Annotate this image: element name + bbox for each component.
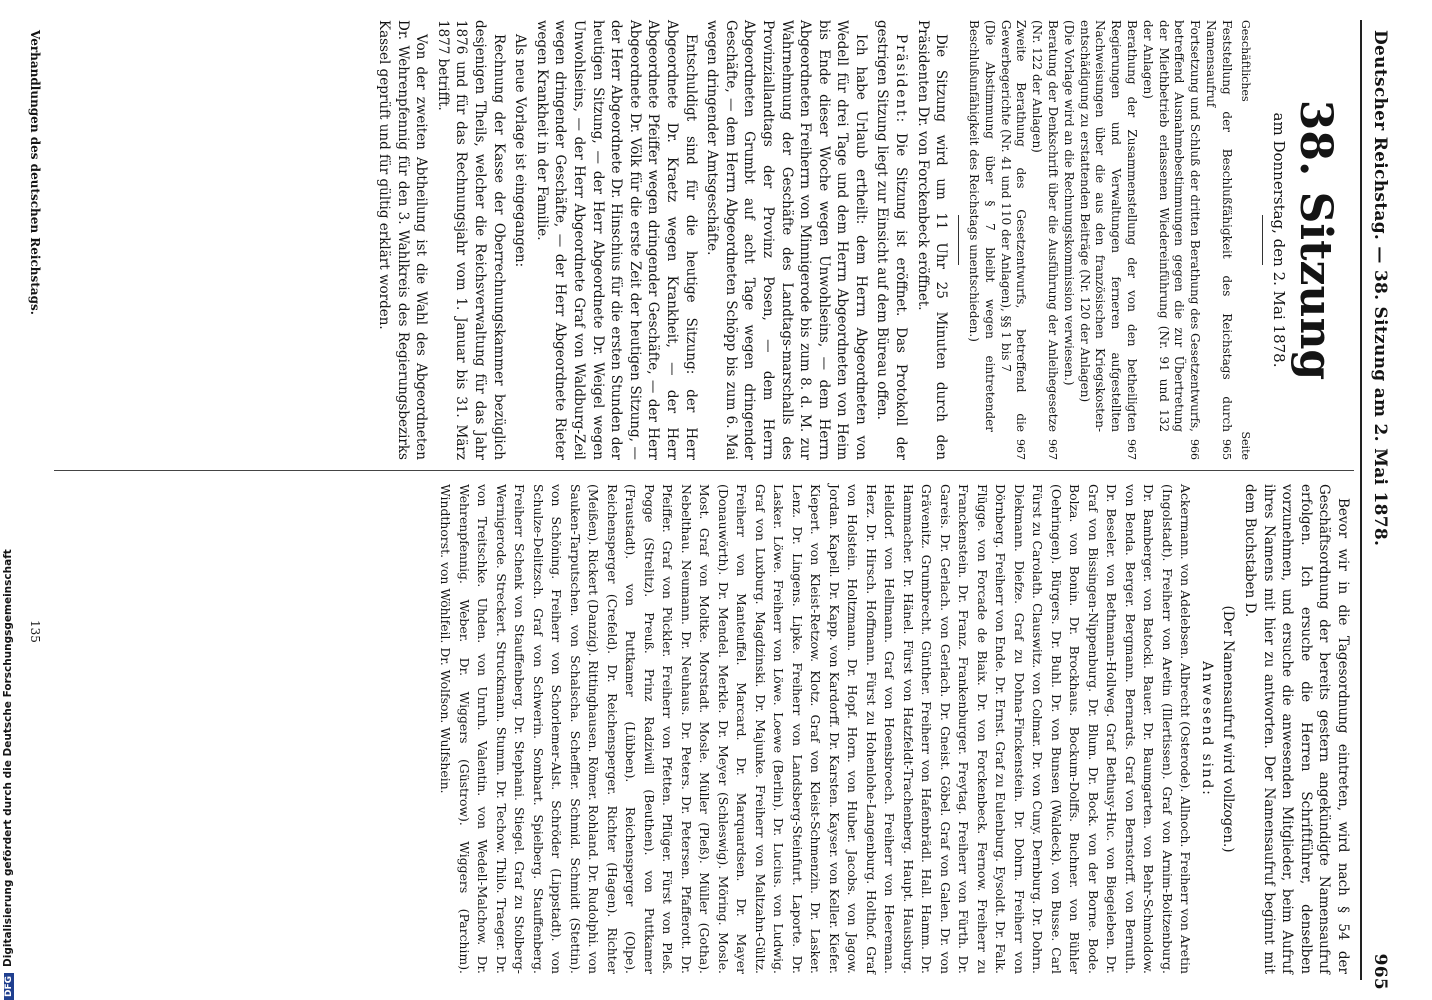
agenda-label: Geschäftliches: [1239, 20, 1253, 102]
agenda-item: Berathung der Zusammenstellung der von den betheiligten Regierungen und Verwaltungen ferneren aufgestellten Nachweisungen über die aus den französischen Kriegskostenentschädigung zu erstattenden Beiträge (Nr. 120 der Anlagen) 967: [1077, 20, 1140, 460]
signature-mark: 135: [28, 620, 42, 643]
president-label: Präsident: [893, 34, 910, 118]
election-paragraph: Von der zweiten Abtheilung ist die Wahl des Abgeordneten Dr. Wehrenpfennig für den 3. Wahlkreis des Regierungsbezirks Kassel geprüft und für gültig erklärt worden.: [376, 20, 430, 460]
agenda-item: Fortsetzung und Schluß der dritten Berathung des Gesetzentwurfs, betreffend Ausnahmebestimmungen gegen die zur Übertretung der Miethbetrieb erlassenen Wiedereinführung (Nr. 91 und 132 der Anlagen) 966: [1140, 20, 1203, 460]
right-column: [433, 484, 1352, 974]
opening-paragraph: Die Sitzung wird um 11 Uhr 25 Minuten durch den Präsidenten Dr. von Forckenbeck eröffnet.: [914, 20, 950, 460]
agenda-header: [1236, 20, 1255, 460]
agenda-list: [965, 20, 1234, 460]
agenda-item: Beratung der Denkschrift über die Ausführung der Anleihegesetze (Nr. 122 der Anlagen) 967: [1030, 20, 1061, 460]
session-title: 38. Sitzung: [1290, 99, 1341, 381]
digitization-note: [2, 549, 14, 1000]
rollcall-intro: Bevor wir in die Tagesordnung eintreten, wird nach § 54 der Geschäftsordnung der bereits gestern angekündigte Namensaufruf erfolgen. Ich ersuche die Herren Schriftführer, denselben vorzunehmen, und ersuche die anwesenden Mitglieder, beim Aufruf ihres Namens mit hier zu antworten. Der Namensaufruf beginnt mit dem Buchstaben D.: [1242, 484, 1351, 974]
president-paragraph: Präsident: Die Sitzung ist eröffnet. Das Protokoll der gestrigen Sitzung liegt zur Einsicht auf dem Büreau offen.: [874, 20, 910, 460]
present-members-list: Ackermann. von Adelebsen. Albrecht (Osterode). Allnoch. Freiherr von Aretin (Ingolstadt). Freiherr von Aretin (Illertissen). Graf von Arnim-Boitzenburg. Dr. Bamberger. von Batocki. Bauer. Dr. Baumgarten. von Behr-Schmoldow. von Benda. Berger. Bergmann. Bernards. Graf von Bernstorff. von Bernuth. Dr. Beseler. von Bethmann-Hollweg. Graf Bethusy-Huc. von Biegeleben. Dr. Graf von Bissingen-Nippenburg. Dr. Blum. Dr. Bock. von der Borne. Bode. Bolza. von Bonin. Dr. Brockhaus. Bockum-Dolffs. Buchner. von Bühler (Oehringen). Bürgers. Dr. Buhl. Dr. von Bunsen (Waldeck). von Busse. Carl Fürst zu Carolath. Clauswitz. von Colmar. Dr. von Cuny. Dernburg. Dr. Dohrn. Diekmann. Diefze. Graf zu Dohna-Finckenstein. Dr. Dohrn. Freiherr von Dörnberg. Freiherr von Ende. Dr. Ernst. Graf zu Eulenburg. Eysoldt. Dr. Falk. Flügge. von Forcade de Biaix. Dr. von Forckenbeck. Fernow. Freiherr zu Franckenstein. Dr. Franz. Frankenburger. Freytag. Freiherr von Fürth. Dr. Gareis. Dr. Gerlach. von Gerlach. Dr. Gneist. Göbel. Graf von Galen. Dr. von Grävenitz. Grumbrecht. Günther. Freiherr von Hafenbrädl. Hall. Hamm. Dr. Hammacher. Dr. Hänel. Fürst von Hatzfeldt-Trachenberg. Haupt. Hausburg. Helldorf. von Hellmann. Graf von Hoensbroech. Freiherr von Heereman. Herz. Dr. Hirsch. Hoffmann. Fürst zu Hohenlohe-Langenburg. Holthof. Graf von Holstein. Holtzmann. Dr. Hopf. Horn. von Huber. Jacobs. von Jagow. Jordan. Kapell. Dr. Kapp. von Kardorff. Dr. Karsten. Kayser. von Keller. Kiefer. Kiepert. von Kleist-Retzow. Klotz. Graf von Kleist-Schmenzin. Dr. Lasker. Lenz. Dr. Lingens. Lipke. Freiherr von Landsberg-Steinfurt. Laporte. Dr. Lasker. Löwe. Freiherr von Löwe. Loewe (Berlin). Dr. Lucius. von Ludwig. Graf von Luxburg. Magdzinski. Dr. Majunke. Freiherr von Maltzahn-Gültz. Freiherr von Manteuffel. Marcard. Dr. Marquardsen. Dr. Mayer (Donauwörth). Dr. Mendel. Merkle. Dr. Meyer (Schleswig). Möring. Mosle. Most. Graf von Moltke. Morstadt. Mosle. Müller (Pleß). Müller (Gotha). Nebelthau. Neumann. Dr. Neuhaus. Dr. Peters. Dr. Petersen. Pfafferott. Dr. Pfeiffer. Graf von Pückler. Freiherr von Pfetten. Pflüger. Fürst von Pleß. Pogge (Strelitz). Preuß. Prinz Radziwill (Beuthen). von Puttkamer (Fraustadt). von Puttkamer (Lübben). Reichensperger (Olpe). Reichensperger (Crefeld). Dr. Reichensperger. Richter (Hagen). Richter (Meißen). Rickert (Danzig). Rittinghausen. Römer. Rohland. Dr. Rudolphi. von Sauken-Tarputschen. von Schalscha. Scheffler. Schmid. Schmidt (Stettin). von Schöning. Freiherr von Schorlemer-Alst. Schröder (Lippstadt). von Schulze-Delitzsch. Graf von Schwerin. Sombart. Spielberg. Stauffenberg. Freiherr Schenk von Stauffenberg. Dr. Stephani. Stiegel. Graf zu Stolberg-Wernigerode. Streckert. Struckmann. Stumm. Dr. Techow. Thilo. Traeger. Dr. von Treitschke. Uhden. von Unruh. Valentin. von Wedell-Malchow. Dr. Wehrenpfennig. Weber. Dr. Wiggers (Güstrow). Wiggers (Parchim). Windthorst. von Wöhlfeil. Dr. Wolfson. Wulfshein.: [438, 484, 1194, 974]
president-text: Die Sitzung ist eröffnet. Das Protokoll der gestrigen Sitzung liegt zur Einsicht auf dem Büreau offen.: [874, 20, 910, 460]
section-rule: [958, 215, 959, 265]
agenda-page-label: Seite: [1239, 431, 1253, 460]
footer-publication: Verhandlungen des deutschen Reichstags.: [28, 30, 42, 315]
present-label: Anwesend sind:: [1198, 661, 1215, 797]
running-header: Deutscher Reichstag. — 38. Sitzung am 2. Mai 1878.: [1370, 30, 1390, 547]
page-number: 965: [1370, 953, 1390, 990]
session-date: am Donnerstag, den 2. Mai 1878.: [1270, 112, 1288, 368]
left-column: [371, 20, 1352, 460]
rollcall-note: (Der Namensaufruf wird vollzogen.): [1220, 605, 1237, 853]
agenda-item: Feststellung der Beschlußfähigkeit des Reichstags durch Namensaufruf 965: [1204, 20, 1234, 460]
submission-paragraph: Rechnung der Kasse der Oberrechnungskammer bezüglich desjenigen Theils, welcher die Reichsverwaltung für das Jahr 1876 und für das Rechnungsjahr vom 1. Januar bis 31. März 1877 betrifft.: [434, 20, 507, 460]
agenda-note: (Die Abstimmung über § 7 bleibt wegen eintretender Beschlußunfähigkeit des Reichstags unentschieden.): [967, 20, 997, 432]
header-rule: [1360, 20, 1362, 980]
digitization-text: Digitalisierung gefördert durch die Deutsche Forschungsgemeinschaft: [2, 549, 14, 967]
excused-paragraph: Entschuldigt sind für die heutige Sitzung: der Herr Abgeordnete Dr. Kraetz wegen Krankheit, — der Herr Abgeordnete Pfeiffer wegen dringender Geschäfte, — der Herr Abgeordnete Dr. Völk für die erste Zeit der heutigen Sitzung, — der Herr Abgeordnete Dr. Hinschius für die ersten Stunden der heutigen Sitzung, — der Herr Abgeordnete Dr. Weigel wegen Unwohlseins, — der Herr Abgeordnete Graf von Waldburg-Zeil wegen dringender Geschäfte, — der Herr Abgeordnete Rieter wegen Krankheit in der Familie.: [533, 20, 699, 460]
title-rule: [1262, 215, 1263, 265]
agenda-item: Zweite Berathung des Gesetzentwurfs, betreffend die Gewerbegerichte (Nr. 41 und 110 der Anlagen), §§ 1 bis 7 967: [998, 20, 1029, 460]
column-divider: [54, 470, 1354, 471]
agenda-note: (Die Vorlage wird an die Rechnungskommission verwiesen.): [1061, 20, 1076, 386]
dfg-logo: DFG: [4, 973, 14, 1000]
leave-paragraph: Ich habe Urlaub ertheilt: dem Herrn Abgeordneten von Wedell für drei Tage und dem Herrn Abgeordneten von Heim bis Ende dieser Woche wegen Unwohlseins, — dem Herrn Abgeordneten Freiherrn von Minnigerode bis zum 8. d. M. zur Wahrnehmung der Geschäfte des Landtags-marschalls des Provinziallandtags der Provinz Posen, — dem Herrn Abgeordneten Grumbt auf acht Tage wegen dringender Geschäfte, — dem Herrn Abgeordneten Schöpp bis zum 6. Mai wegen dringender Amtsgeschäfte.: [704, 20, 869, 460]
new-submission-label: Als neue Vorlage ist eingegangen:: [512, 34, 529, 268]
